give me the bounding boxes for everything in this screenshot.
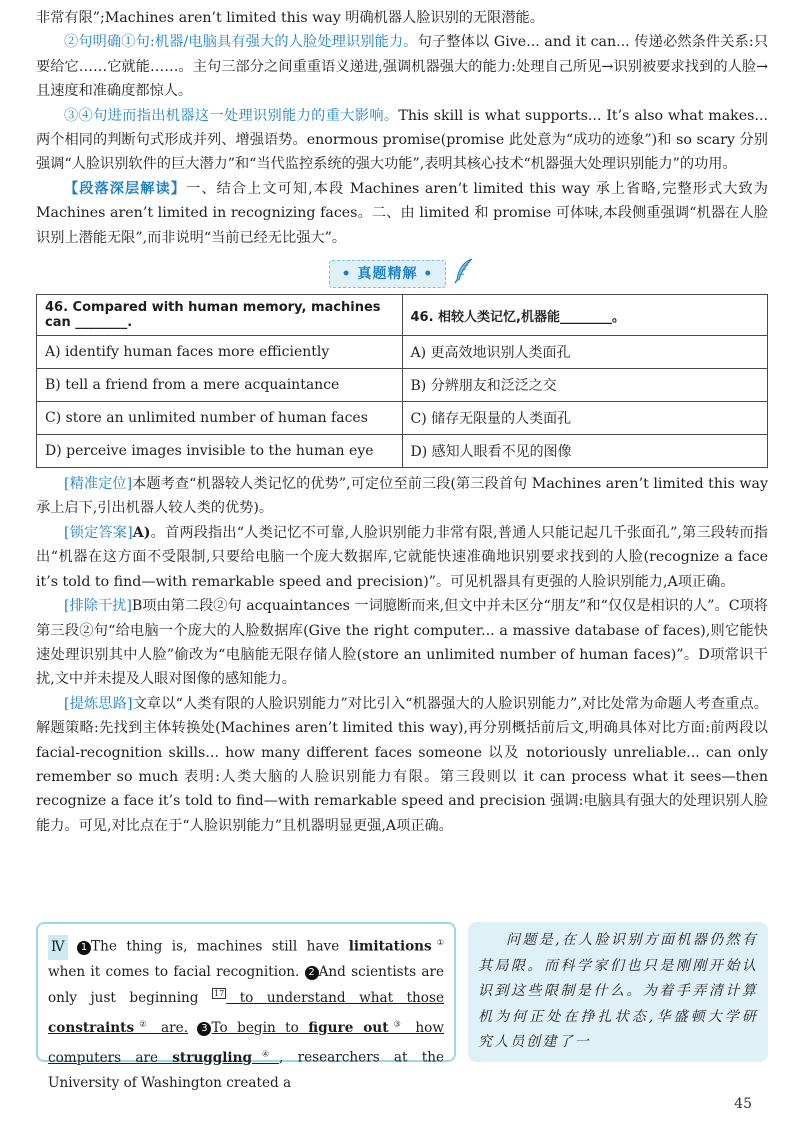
sentence2-body: 句子整体以 Give... and it can... 传递必然条件关系:只要给它……它就能……。主句三部分之间重重语义递进,强调机器强大的能力:处理自己所见→识别被要求找到的人脸→且速度和准确度都惊人。 xyxy=(36,34,769,100)
footnote-4: ④ xyxy=(252,1049,280,1059)
page-content xyxy=(36,6,768,838)
para-intro-end: 非常有限”;Machines aren’t limited this way 明确机器人脸识别的无限潜能。 xyxy=(36,10,544,26)
analysis-exclude xyxy=(36,594,768,692)
sentence34-body: This skill is what supports... It’s also what makes... 两个相同的判断句式形成并列、增强语势。enormous promise(promise 此处意为“成功的迹象”)和 so scary 分别强调“人脸识别软件的巨大潜力”和“当代监控系统的强大功能”,表明其核心技术“机器强大处理识别能力”的功用。 xyxy=(36,107,768,173)
sentence-number-2: 2 xyxy=(305,966,319,980)
question-stem-en: 46. Compared with human memory, machines can ________. xyxy=(37,295,403,336)
sentence34-heading: ③④句进而指出机器这一处理识别能力的重大影响。 xyxy=(64,107,399,124)
option-b-en: B) tell a friend from a mere acquaintance xyxy=(37,369,403,402)
blank-marker-17: 17 xyxy=(214,989,225,998)
option-c-cn: C) 储存无限量的人类面孔 xyxy=(402,402,768,435)
para-deep-reading xyxy=(36,177,768,250)
option-row xyxy=(37,435,768,468)
sentence2-heading: ②句明确①句:机器/电脑具有强大的人脸处理识别能力。 xyxy=(64,34,418,51)
refine-text: 文章以“人类有限的人脸识别能力”对比引入“机器强大的人脸识别能力”,对比处常为命题人考查重点。解题策略:先找到主体转换处(Machines aren’t limited this way),再分别概括前后文,明确具体对比方面:前两段以 facial-recognition skills... how many different faces someone 以及 notoriously unreliable... can only remember so much 表明:人类大脑的人脸识别能力有限。第三段则以 it can process what it sees—then recognize a face it’s told to find—with remarkable speed and precision 强调:电脑具有强大的处理识别人脸能力。可见,对比点在于“人脸识别能力”且机器明显更强,A项正确。 xyxy=(36,695,768,834)
s3-text-b: how computers are xyxy=(48,1019,444,1066)
vocab-struggling: struggling xyxy=(172,1049,252,1066)
footnote-3: ③ xyxy=(388,1019,406,1029)
option-a-en: A) identify human faces more efficiently xyxy=(37,336,403,369)
question-table xyxy=(36,294,768,468)
passage-translation-box xyxy=(468,922,768,1062)
page-number: 45 xyxy=(734,1096,752,1112)
question-stem-cn: 46. 相较人类记忆,机器能________。 xyxy=(402,295,768,336)
banner-title: • 真题精解 • xyxy=(329,260,447,288)
deep-reading-label: 【段落深层解读】 xyxy=(64,180,187,197)
passage-section xyxy=(36,922,768,1092)
s3-text-a: To begin to xyxy=(211,1019,309,1036)
answer-text: 。首两段指出“人类记忆不可靠,人脸识别能力非常有限,普通人只能记起几千张面孔”,第三段转而指出“机器在这方面不受限制,只要给电脑一个庞大数据库,它就能快速准确地识别要求找到的人脸(recognize a face it’s told to find—with remarkable speed and precision)”。可见机器具有更强的人脸识别能力,A项正确。 xyxy=(36,524,768,590)
passage-english xyxy=(48,930,444,1097)
paragraph-numeral: Ⅳ xyxy=(48,935,68,961)
answer-label: [锁定答案] xyxy=(64,524,133,541)
exclude-label: [排除干扰] xyxy=(64,598,132,615)
section-banner xyxy=(36,258,768,286)
option-row xyxy=(37,402,768,435)
s1-text-a: The thing is, machines still have xyxy=(91,938,349,955)
passage-translation: 问题是,在人脸识别方面机器仍然有其局限。而科学家们也只是刚刚开始认识到这些限制是什么。为着手弄清计算机为何正处在挣扎状态,华盛顿大学研究人员创建了一 xyxy=(478,932,758,1050)
deep-reading-body: 一、结合上文可知,本段 Machines aren’t limited this way 承上省略,完整形式大致为 Machines aren’t limited in recognizing faces。二、由 limited 和 promise 可体味,本段侧重强调“机器在人脸识别上潜能无限”,而非说明“当前已经无比强大”。 xyxy=(36,180,768,246)
option-row xyxy=(37,369,768,402)
question-stem-row xyxy=(37,295,768,336)
s3-text-c: , researchers at the University of Washington created a xyxy=(48,1049,445,1092)
option-b-cn: B) 分辨朋友和泛泛之交 xyxy=(402,369,768,402)
passage-english-box xyxy=(36,922,456,1092)
option-row xyxy=(37,336,768,369)
option-d-cn: D) 感知人眼看不见的图像 xyxy=(402,435,768,468)
para-sentence2-analysis xyxy=(36,30,768,103)
sentence-number-1: 1 xyxy=(77,941,91,955)
sentence-number-3: 3 xyxy=(197,1022,211,1036)
option-d-en: D) perceive images invisible to the human eye xyxy=(37,435,403,468)
vocab-constraints: constraints xyxy=(48,1019,135,1036)
option-c-en: C) store an unlimited number of human faces xyxy=(37,402,403,435)
footnote-2: ② xyxy=(134,1019,152,1029)
locate-label: [精准定位] xyxy=(64,476,133,493)
feather-pen-icon xyxy=(453,258,475,288)
vocab-limitations: limitations xyxy=(348,938,432,955)
refine-label: [提炼思路] xyxy=(64,695,133,712)
exclude-text: B项由第二段②句 acquaintances 一词臆断而来,但文中并未区分“朋友”和“仅仅是相识的人”。C项将第三段②句“给电脑一个庞大的人脸数据库(Give the right computer... a massive database of faces),则它能快速处理识别其中人脸”偷改为“电脑能无限存储人脸(store an unlimited number of human faces)”。D项常识干扰,文中并未提及人眼对图像的感知能力。 xyxy=(36,598,768,688)
analysis-locate xyxy=(36,472,768,521)
para-sentence34-analysis xyxy=(36,104,768,177)
footnote-1: ① xyxy=(431,938,444,947)
option-a-cn: A) 更高效地识别人类面孔 xyxy=(402,336,768,369)
analysis-answer xyxy=(36,521,768,594)
s1-text-b: when it comes to facial recognition. xyxy=(48,964,300,981)
answer-key: A) xyxy=(132,524,151,541)
s2-text-c: are. xyxy=(151,1019,189,1036)
vocab-figure-out: figure out xyxy=(308,1019,389,1036)
locate-text: 本题考查“机器较人类记忆的优势”,可定位至前三段(第三段首句 Machines aren’t limited this way 承上启下,引出机器人较人类的优势)。 xyxy=(36,476,768,517)
analysis-refine xyxy=(36,692,768,838)
s2-text-b: to understand what those xyxy=(226,989,444,1006)
s2-text-a: And scientists are only just beginning xyxy=(48,964,444,1006)
